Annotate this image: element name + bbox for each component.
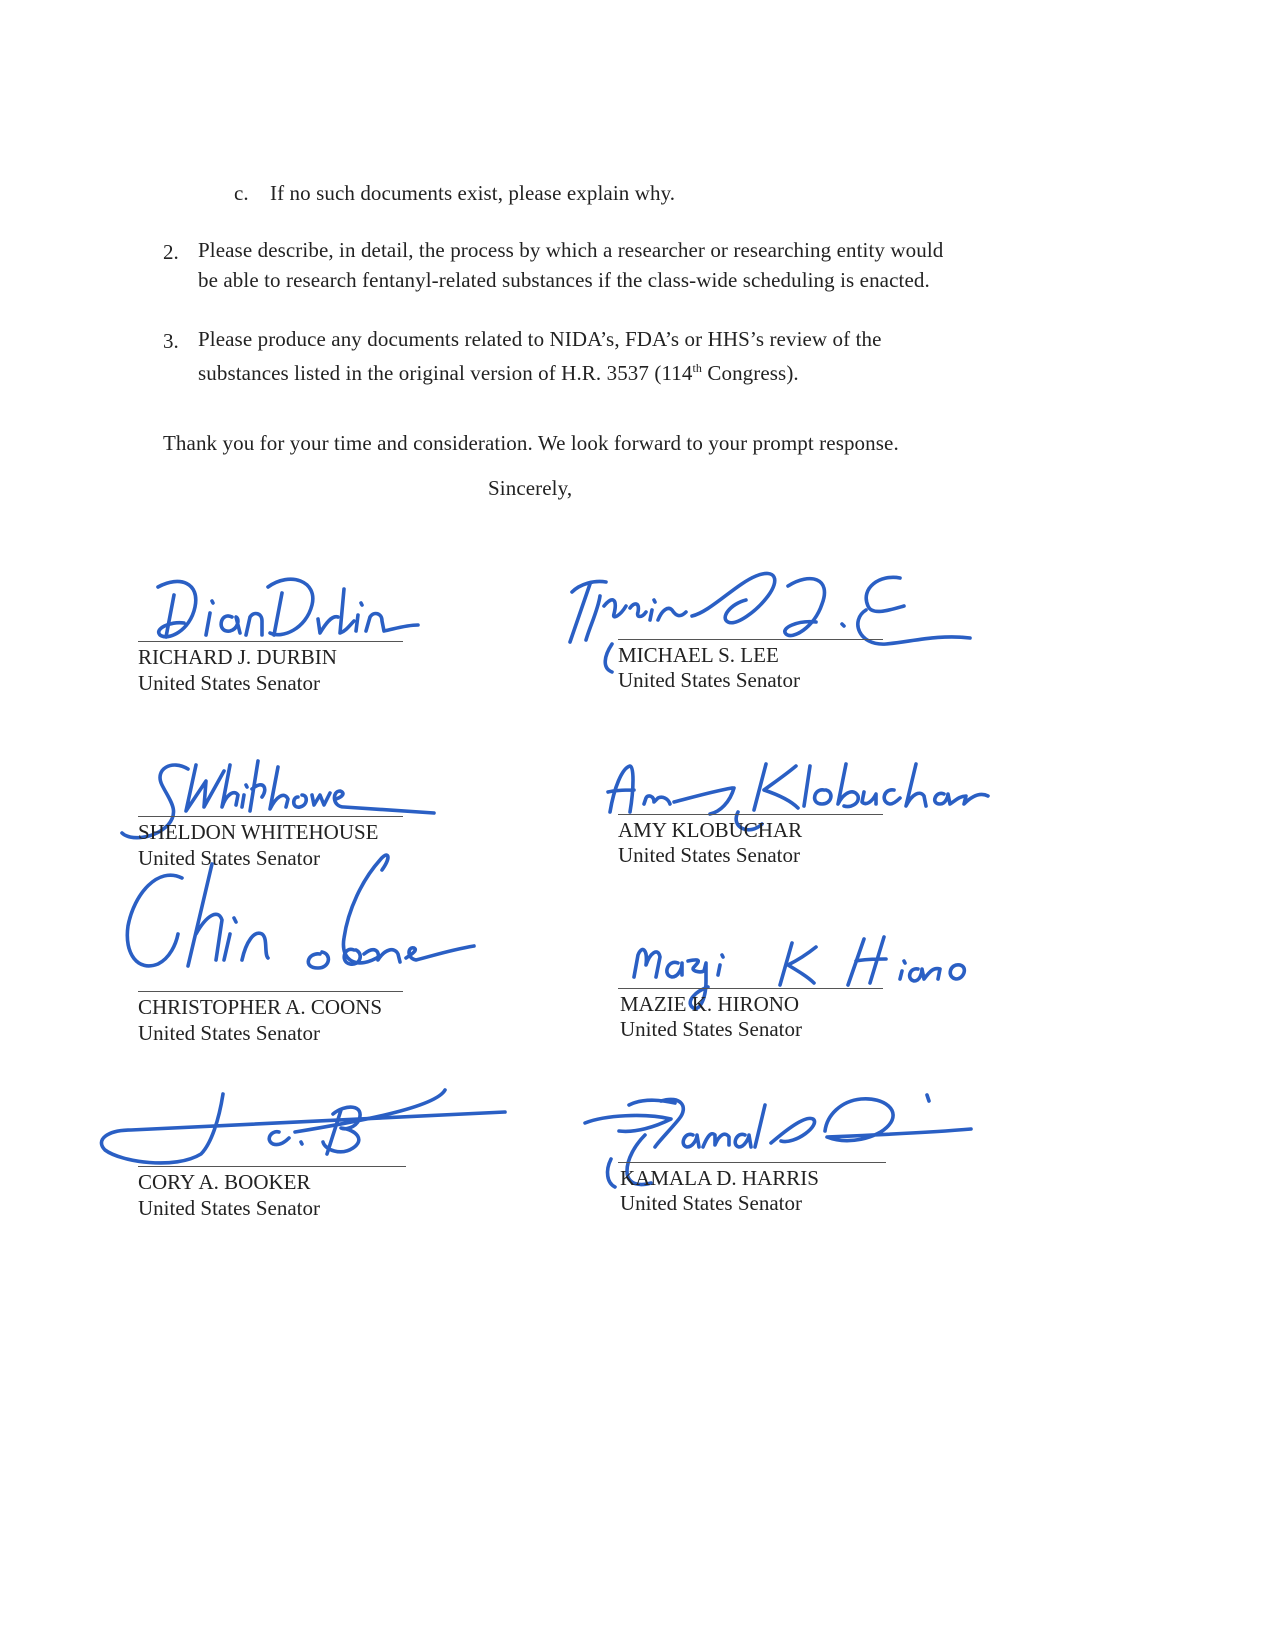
signatory-title-whitehouse: United States Senator — [138, 846, 320, 870]
closing-thanks: Thank you for your time and consideration. We look forward to your prompt response. — [163, 431, 899, 455]
signatory-title-hirono: United States Senator — [620, 1017, 802, 1041]
signature-coons — [118, 850, 478, 980]
item-3-line-2-end: Congress). — [702, 361, 799, 385]
signatory-name-klobuchar: AMY KLOBUCHAR — [618, 818, 803, 842]
signatory-name-whitehouse: SHELDON WHITEHOUSE — [138, 820, 379, 844]
signatory-name-booker: CORY A. BOOKER — [138, 1170, 311, 1194]
signature-line-booker — [138, 1166, 406, 1167]
closing-sincerely: Sincerely, — [488, 476, 573, 500]
signatory-title-durbin: United States Senator — [138, 671, 320, 695]
item-2-marker: 2. — [163, 240, 179, 264]
item-c-marker: c. — [234, 181, 249, 205]
signatory-title-klobuchar: United States Senator — [618, 843, 800, 867]
signatory-title-lee: United States Senator — [618, 668, 800, 692]
item-3-superscript: th — [692, 361, 703, 375]
item-3-line-2-text: substances listed in the original version of H.R. 3537 (114 — [198, 361, 693, 385]
signatory-title-harris: United States Senator — [620, 1191, 802, 1215]
signature-line-hirono — [618, 988, 883, 989]
item-c-text: If no such documents exist, please explain why. — [270, 181, 676, 205]
signature-durbin — [150, 565, 430, 650]
signature-line-klobuchar — [618, 814, 883, 815]
signature-line-durbin — [138, 641, 403, 642]
signature-line-lee — [618, 639, 883, 640]
signatory-name-lee: MICHAEL S. LEE — [618, 643, 779, 667]
signature-line-coons — [138, 991, 403, 992]
signatory-title-coons: United States Senator — [138, 1021, 320, 1045]
signatory-name-hirono: MAZIE K. HIRONO — [620, 992, 800, 1016]
item-3-line-1: Please produce any documents related to NIDA’s, FDA’s or HHS’s review of the — [198, 327, 882, 351]
signatory-title-booker: United States Senator — [138, 1196, 320, 1220]
signatory-name-harris: KAMALA D. HARRIS — [620, 1166, 819, 1190]
item-2-line-2: be able to research fentanyl-related substances if the class-wide scheduling is enacted. — [198, 268, 930, 292]
item-3-marker: 3. — [163, 329, 179, 353]
item-2-line-1: Please describe, in detail, the process by which a researcher or researching entity would — [198, 238, 944, 262]
item-3-line-2 — [198, 353, 799, 388]
signature-line-harris — [618, 1162, 886, 1163]
signature-line-whitehouse — [138, 816, 403, 817]
signatory-name-durbin: RICHARD J. DURBIN — [138, 645, 337, 669]
signatory-name-coons: CHRISTOPHER A. COONS — [138, 995, 383, 1019]
